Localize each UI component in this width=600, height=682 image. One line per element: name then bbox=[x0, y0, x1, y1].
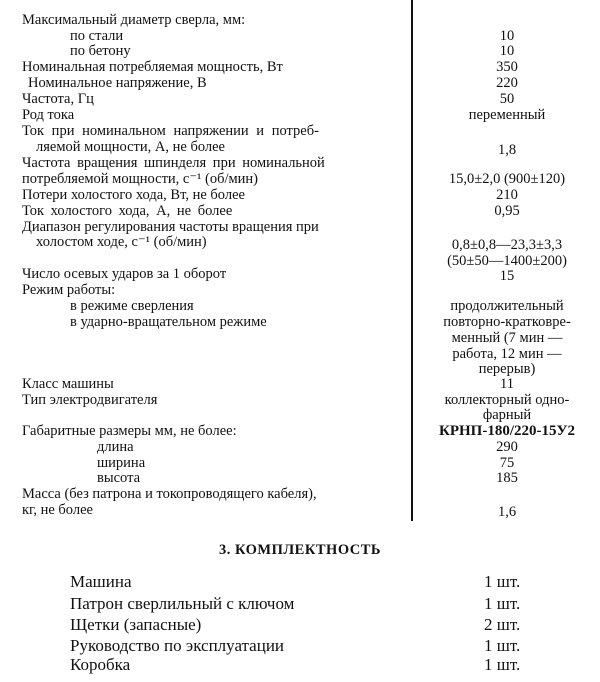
spec-value: КРНП-180/220-15У2 bbox=[438, 423, 576, 439]
spec-value: фарный bbox=[482, 407, 532, 423]
spec-label: кг, не более bbox=[22, 502, 93, 518]
spec-value: 0,8±0,8—23,3±3,3 bbox=[451, 237, 563, 253]
spec-value: 11 bbox=[500, 376, 514, 392]
spec-label: Масса (без патрона и токопроводящего кабеля), bbox=[22, 486, 317, 502]
spec-label: Частота вращения шпинделя при номинальной bbox=[22, 155, 325, 171]
spec-label: Род тока bbox=[22, 107, 75, 123]
spec-label: Класс машины bbox=[22, 376, 114, 392]
column-divider bbox=[411, 0, 413, 521]
spec-label: Потери холостого хода, Вт, не более bbox=[22, 187, 245, 203]
spec-value: 290 bbox=[496, 439, 518, 455]
spec-value: 1,8 bbox=[497, 142, 517, 158]
section-title: 3. КОМПЛЕКТНОСТЬ bbox=[218, 542, 382, 558]
spec-value: 350 bbox=[496, 59, 518, 75]
spec-label: в ударно-вращательном режиме bbox=[70, 314, 267, 330]
spec-value: переменный bbox=[468, 107, 546, 123]
spec-value: менный (7 мин — bbox=[451, 330, 563, 346]
spec-label: Номинальная потребляемая мощность, Вт bbox=[22, 59, 283, 75]
spec-label: Номинальное напряжение, В bbox=[28, 75, 207, 91]
spec-value: повторно-кратковре- bbox=[443, 314, 571, 330]
spec-label: ляемой мощности, А, не более bbox=[36, 139, 225, 155]
spec-value: 185 bbox=[496, 470, 518, 486]
spec-label: Ток холостого хода, А, не более bbox=[22, 203, 233, 219]
spec-value: перерыв) bbox=[478, 361, 536, 377]
spec-value: 50 bbox=[499, 91, 515, 107]
spec-label: длина bbox=[97, 439, 134, 455]
spec-label: потребляемой мощности, с⁻¹ (об/мин) bbox=[22, 171, 259, 187]
kit-item-qty: 2 шт. bbox=[484, 615, 521, 634]
kit-item-qty: 1 шт. bbox=[484, 636, 521, 655]
spec-value: 220 bbox=[496, 75, 518, 91]
spec-label: Диапазон регулирования частоты вращения при bbox=[22, 219, 319, 235]
spec-label: по стали bbox=[70, 28, 124, 44]
spec-label: Габаритные размеры мм, не более: bbox=[22, 423, 237, 439]
kit-item-name: Коробка bbox=[70, 655, 131, 674]
spec-label: Частота, Гц bbox=[22, 91, 94, 107]
spec-label: Число осевых ударов за 1 оборот bbox=[22, 266, 227, 282]
kit-item-name: Щетки (запасные) bbox=[70, 615, 202, 634]
kit-item-qty: 1 шт. bbox=[484, 572, 521, 591]
spec-label: по бетону bbox=[70, 43, 131, 59]
spec-label: ширина bbox=[97, 455, 146, 471]
kit-item-name: Машина bbox=[70, 572, 132, 591]
spec-label: холостом ходе, с⁻¹ (об/мин) bbox=[36, 234, 207, 250]
spec-value: 10 bbox=[499, 28, 515, 44]
spec-label: Максимальный диаметр сверла, мм: bbox=[22, 12, 246, 28]
spec-value: 1,6 bbox=[497, 504, 517, 520]
spec-value: 75 bbox=[499, 455, 515, 471]
spec-value: 15,0±2,0 (900±120) bbox=[448, 171, 566, 187]
kit-item-qty: 1 шт. bbox=[484, 594, 521, 613]
spec-value: продолжительный bbox=[450, 298, 564, 314]
spec-value: 0,95 bbox=[494, 203, 520, 219]
spec-value: коллекторный одно- bbox=[444, 392, 570, 408]
spec-label: Тип электродвигателя bbox=[22, 392, 158, 408]
spec-label: высота bbox=[97, 470, 141, 486]
spec-label: Режим работы: bbox=[22, 282, 116, 298]
spec-value: (50±50—1400±200) bbox=[447, 253, 567, 269]
spec-value: 210 bbox=[496, 187, 518, 203]
spec-value: 15 bbox=[499, 268, 515, 284]
spec-label: в режиме сверления bbox=[70, 298, 194, 314]
spec-value: работа, 12 мин — bbox=[452, 346, 562, 362]
kit-item-qty: 1 шт. bbox=[484, 655, 521, 674]
spec-value: 10 bbox=[499, 43, 515, 59]
spec-label: Ток при номинальном напряжении и потреб- bbox=[22, 123, 319, 139]
kit-item-name: Руководство по эксплуатации bbox=[70, 636, 285, 655]
kit-item-name: Патрон сверлильный с ключом bbox=[70, 594, 295, 613]
